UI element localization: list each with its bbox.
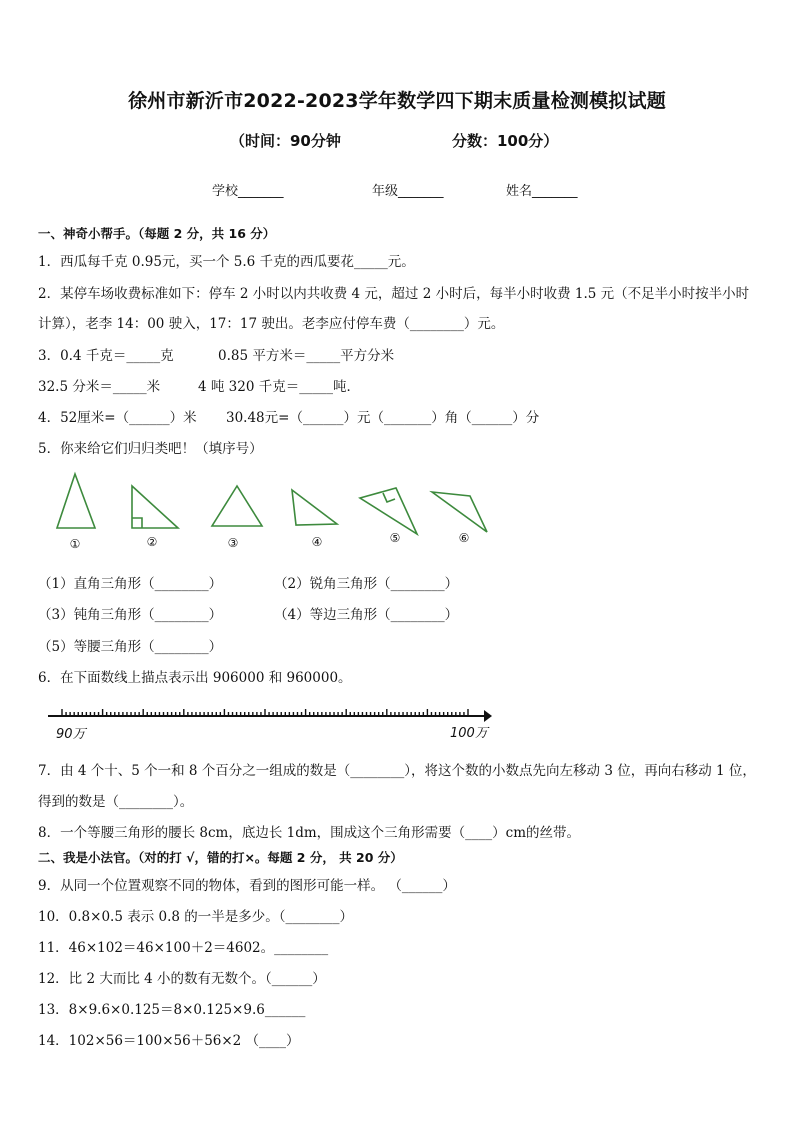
question-5: 5．你来给它们归归类吧！（填序号） [38, 441, 263, 457]
number-line-arrow [484, 710, 492, 722]
school-field: 学校_______ [212, 184, 284, 199]
question-2-line-2: 计算），老李 14：00 驶入，17：17 驶出。老李应付停车费（________）元。 [38, 316, 505, 332]
number-line-left-label: 90万 [56, 727, 86, 742]
triangle-2 [132, 486, 178, 528]
section-1-heading: 一、神奇小帮手。（每题 2 分，共 16 分） [38, 226, 276, 241]
question-5-part-5: （5）等腰三角形（________） [38, 639, 223, 655]
question-9: 9．从同一个位置观察不同的物体，看到的图形可能一样。 （______） [38, 878, 456, 894]
question-14: 14．102×56＝100×56＋56×2 （____） [38, 1033, 300, 1049]
question-4-b: 30.48元=（______）元（_______）角（______）分 [226, 410, 540, 426]
triangle-3 [212, 486, 262, 526]
time-info: （时间：90分钟 [230, 132, 341, 150]
number-line [40, 696, 500, 746]
question-7-line-2: 得到的数是（________）。 [38, 794, 194, 810]
triangle-5 [360, 488, 417, 534]
triangle-label-3: ③ [227, 536, 239, 550]
triangle-label-1: ① [69, 537, 81, 551]
triangle-label-2: ② [146, 535, 158, 549]
grade-field: 年级_______ [372, 184, 444, 199]
number-line-right-label: 100万 [450, 726, 488, 741]
question-3-b: 0.85 平方米＝_____平方分米 [218, 348, 395, 364]
question-12: 12．比 2 大而比 4 小的数有无数个。（______） [38, 971, 326, 987]
section-2-heading: 二、我是小法官。（对的打 √，错的打×。每题 2 分， 共 20 分） [38, 850, 403, 865]
question-11: 11．46×102＝46×100＋2＝4602。________ [38, 940, 329, 956]
question-1: 1．西瓜每千克 0.95元，买一个 5.6 千克的西瓜要花_____元。 [38, 254, 415, 270]
question-7-line-1: 7．由 4 个十、5 个一和 8 个百分之一组成的数是（________），将这个数的小数点先向左移动 3 位，再向右移动 1 位， [38, 763, 756, 779]
triangle-label-5: ⑤ [389, 531, 401, 545]
triangles-figure [40, 466, 510, 556]
question-2-line-1: 2．某停车场收费标准如下：停车 2 小时以内共收费 4 元，超过 2 小时后，每半小时收费 1.5 元（不足半小时按半小时 [38, 286, 750, 302]
question-6: 6．在下面数线上描点表示出 906000 和 960000。 [38, 670, 352, 686]
question-5-part-3: （3）钝角三角形（________） [38, 607, 223, 623]
question-5-part-1: （1）直角三角形（________） [38, 576, 223, 592]
right-angle-mark-5 [383, 493, 395, 502]
name-field: 姓名_______ [506, 184, 578, 199]
question-5-part-2: （2）锐角三角形（________） [274, 576, 459, 592]
question-13: 13．8×9.6×0.125＝8×0.125×9.6______ [38, 1002, 306, 1018]
question-4-a: 4．52厘米=（______）米 [38, 410, 197, 426]
triangle-1 [57, 474, 95, 528]
triangle-label-4: ④ [311, 535, 323, 549]
question-10: 10．0.8×0.5 表示 0.8 的一半是多少。（________） [38, 909, 354, 925]
triangle-6 [432, 492, 487, 532]
triangle-label-6: ⑥ [458, 531, 470, 545]
page-title: 徐州市新沂市2022-2023学年数学四下期末质量检测模拟试题 [128, 90, 666, 112]
question-3-c: 32.5 分米＝_____米 [38, 379, 161, 395]
question-5-part-4: （4）等边三角形（________） [274, 607, 459, 623]
score-info: 分数：100分） [452, 132, 559, 150]
question-8: 8．一个等腰三角形的腰长 8cm，底边长 1dm，围成这个三角形需要（____）cm的丝带。 [38, 825, 581, 841]
question-3-d: 4 吨 320 千克＝_____吨． [198, 379, 360, 395]
question-3-a: 3．0.4 千克＝_____克 [38, 348, 174, 364]
right-angle-mark-2 [132, 518, 142, 528]
triangle-4 [292, 490, 337, 525]
